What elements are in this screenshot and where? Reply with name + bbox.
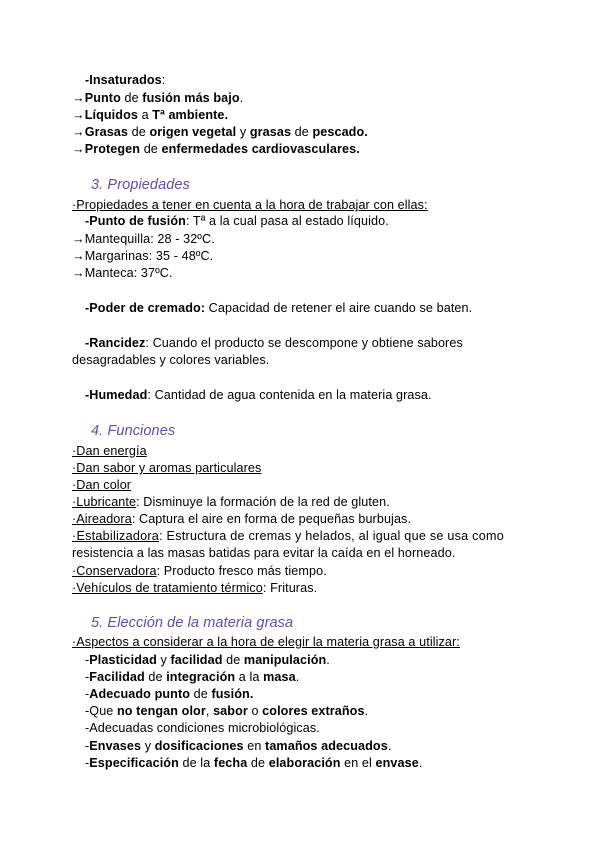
eleccion-item: -Facilidad de integración a la masa. xyxy=(85,670,300,684)
propiedades-intro: ·Propiedades a tener en cuenta a la hora de trabajar con ellas: xyxy=(72,198,428,212)
funcion-item: ·Vehículos de tratamiento térmico: Frituras. xyxy=(72,581,318,595)
humedad: -Humedad: Cantidad de agua contenida en la materia grasa. xyxy=(85,388,432,402)
eleccion-item: -Adecuado punto de fusión. xyxy=(85,687,254,701)
insat-item-2: →Líquidos a Tª ambiente. xyxy=(72,108,229,122)
funcion-item: ·Aireadora: Captura el aire en forma de pequeñas burbujas. xyxy=(72,512,412,526)
eleccion-item: -Especificación de la fecha de elaboración en el envase. xyxy=(85,756,423,770)
eleccion-item: -Que no tengan olor, sabor o colores extraños. xyxy=(85,704,369,718)
funcion-item: ·Lubricante: Disminuye la formación de la red de gluten. xyxy=(72,495,390,509)
eleccion-intro: ·Aspectos a considerar a la hora de elegir la materia grasa a utilizar: xyxy=(72,635,460,649)
funcion-item: ·Estabilizadora: Estructura de cremas y helados, al igual que se usa como xyxy=(72,529,504,543)
heading-eleccion: 5. Elección de la materia grasa xyxy=(91,615,294,631)
punto-fusion: -Punto de fusión: Tª a la cual pasa al estado líquido. xyxy=(85,214,389,228)
eleccion-item: -Envases y dosificaciones en tamaños adecuados. xyxy=(85,739,392,753)
funcion-item-cont: resistencia a las masas batidas para evitar la caída en el horneado. xyxy=(72,546,456,560)
funcion-item: ·Dan sabor y aromas particulares xyxy=(72,461,262,475)
rancidez-cont: desagradables y colores variables. xyxy=(72,353,270,367)
insat-item-4: →Protegen de enfermedades cardiovasculares. xyxy=(72,142,360,156)
poder-cremado: -Poder de cremado: Capacidad de retener el aire cuando se baten. xyxy=(85,301,473,315)
heading-propiedades: 3. Propiedades xyxy=(91,177,190,193)
insaturados-title: -Insaturados: xyxy=(85,73,166,87)
heading-funciones: 4. Funciones xyxy=(91,423,176,439)
eleccion-item: -Plasticidad y facilidad de manipulación. xyxy=(85,653,330,667)
fusion-item: →Mantequilla: 28 - 32ºC. xyxy=(72,232,215,246)
fusion-item: →Manteca: 37ºC. xyxy=(72,266,173,280)
funcion-item: ·Dan energía xyxy=(72,444,147,458)
insat-item-1: →Punto de fusión más bajo. xyxy=(72,91,244,105)
funcion-item: ·Dan color xyxy=(72,478,132,492)
eleccion-item: -Adecuadas condiciones microbiológicas. xyxy=(85,721,320,735)
insat-item-3: →Grasas de origen vegetal y grasas de pescado. xyxy=(72,125,368,139)
rancidez: -Rancidez: Cuando el producto se descompone y obtiene sabores xyxy=(85,336,463,350)
fusion-item: →Margarinas: 35 - 48ºC. xyxy=(72,249,214,263)
funcion-item: ·Conservadora: Producto fresco más tiempo. xyxy=(72,564,327,578)
